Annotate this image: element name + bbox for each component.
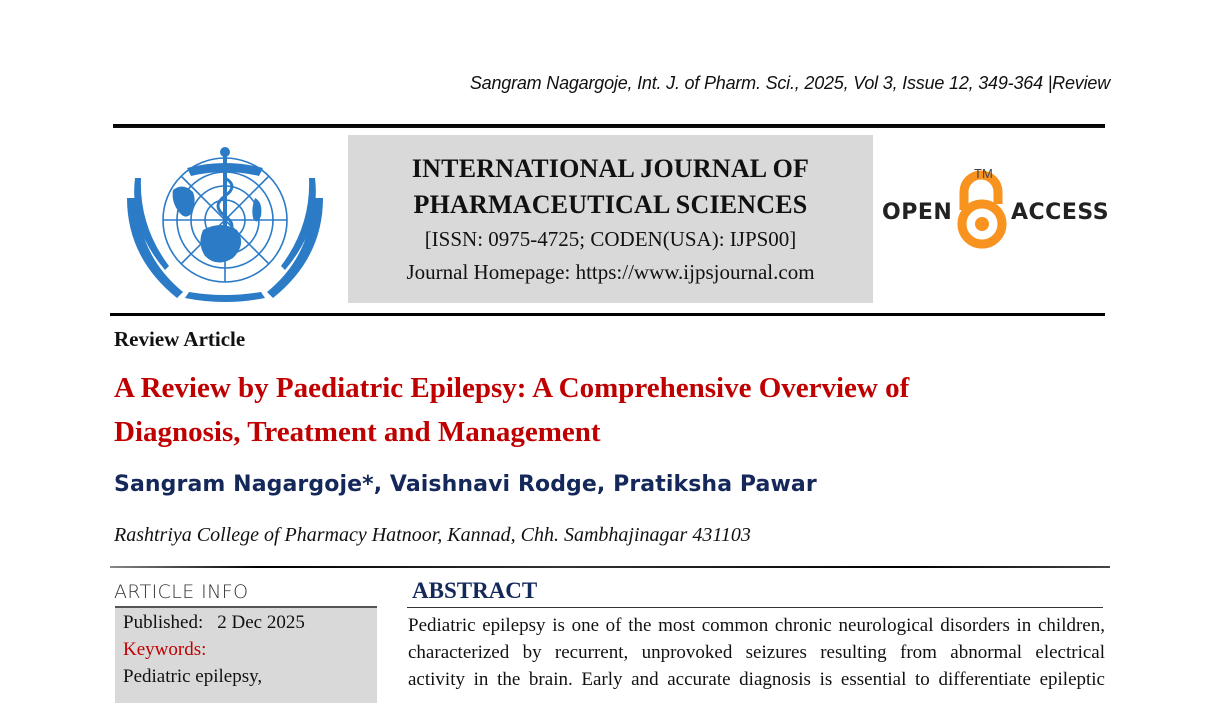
section-divider [110,566,1110,568]
article-info-heading: ARTICLE INFO [114,581,249,603]
keywords-label: Keywords: [123,639,207,660]
masthead-top-rule [113,124,1105,128]
published-row [123,612,305,634]
trademark-mark: TM [974,166,993,181]
keyword-item: Pediatric epilepsy, [123,666,263,687]
published-date: 2 Dec 2025 [217,612,305,633]
journal-homepage-link[interactable]: Journal Homepage: https://www.ijpsjournal.com [406,260,815,284]
article-title-line-2: Diagnosis, Treatment and Management [114,416,601,448]
journal-title-line-1: INTERNATIONAL JOURNAL OF [411,154,810,183]
masthead-bottom-rule [110,313,1105,316]
abstract-line-3: activity in the brain. Early and accurate diagnosis is essential to differentiate epileptic [408,669,1105,690]
abstract-line-2: characterized by recurrent, unprovoked seizures resulting from abnormal electrical [408,642,1105,663]
author-affiliation: Rashtriya College of Pharmacy Hatnoor, Kannad, Chh. Sambhajinagar 431103 [114,524,751,546]
abstract-heading-rule [407,607,1103,608]
article-title-line-1: A Review by Paediatric Epilepsy: A Comprehensive Overview of [114,372,910,404]
journal-masthead-box [348,135,873,303]
running-header-citation: Sangram Nagargoje, Int. J. of Pharm. Sci., 2025, Vol 3, Issue 12, 349-364 |Review [469,73,1110,93]
abstract-heading: ABSTRACT [412,578,538,603]
open-access-word-open: OPEN [882,200,953,225]
article-title [114,366,1074,454]
abstract-line-1: Pediatric epilepsy is one of the most common chronic neurological disorders in children, [408,615,1105,636]
published-label: Published: [123,612,204,633]
abstract-body [408,612,1105,693]
journal-issn: [ISSN: 0975-4725; CODEN(USA): IJPS00] [424,227,797,251]
open-access-logo [878,162,1113,252]
journal-emblem-logo [125,138,325,306]
author-list: Sangram Nagargoje*, Vaishnavi Rodge, Pratiksha Pawar [114,472,817,497]
article-type-label: Review Article [114,327,246,351]
open-access-word-access: ACCESS [1011,200,1110,225]
globe-laurel-icon [125,138,325,306]
article-info-box [115,606,377,703]
journal-title-line-2: PHARMACEUTICAL SCIENCES [413,190,808,219]
